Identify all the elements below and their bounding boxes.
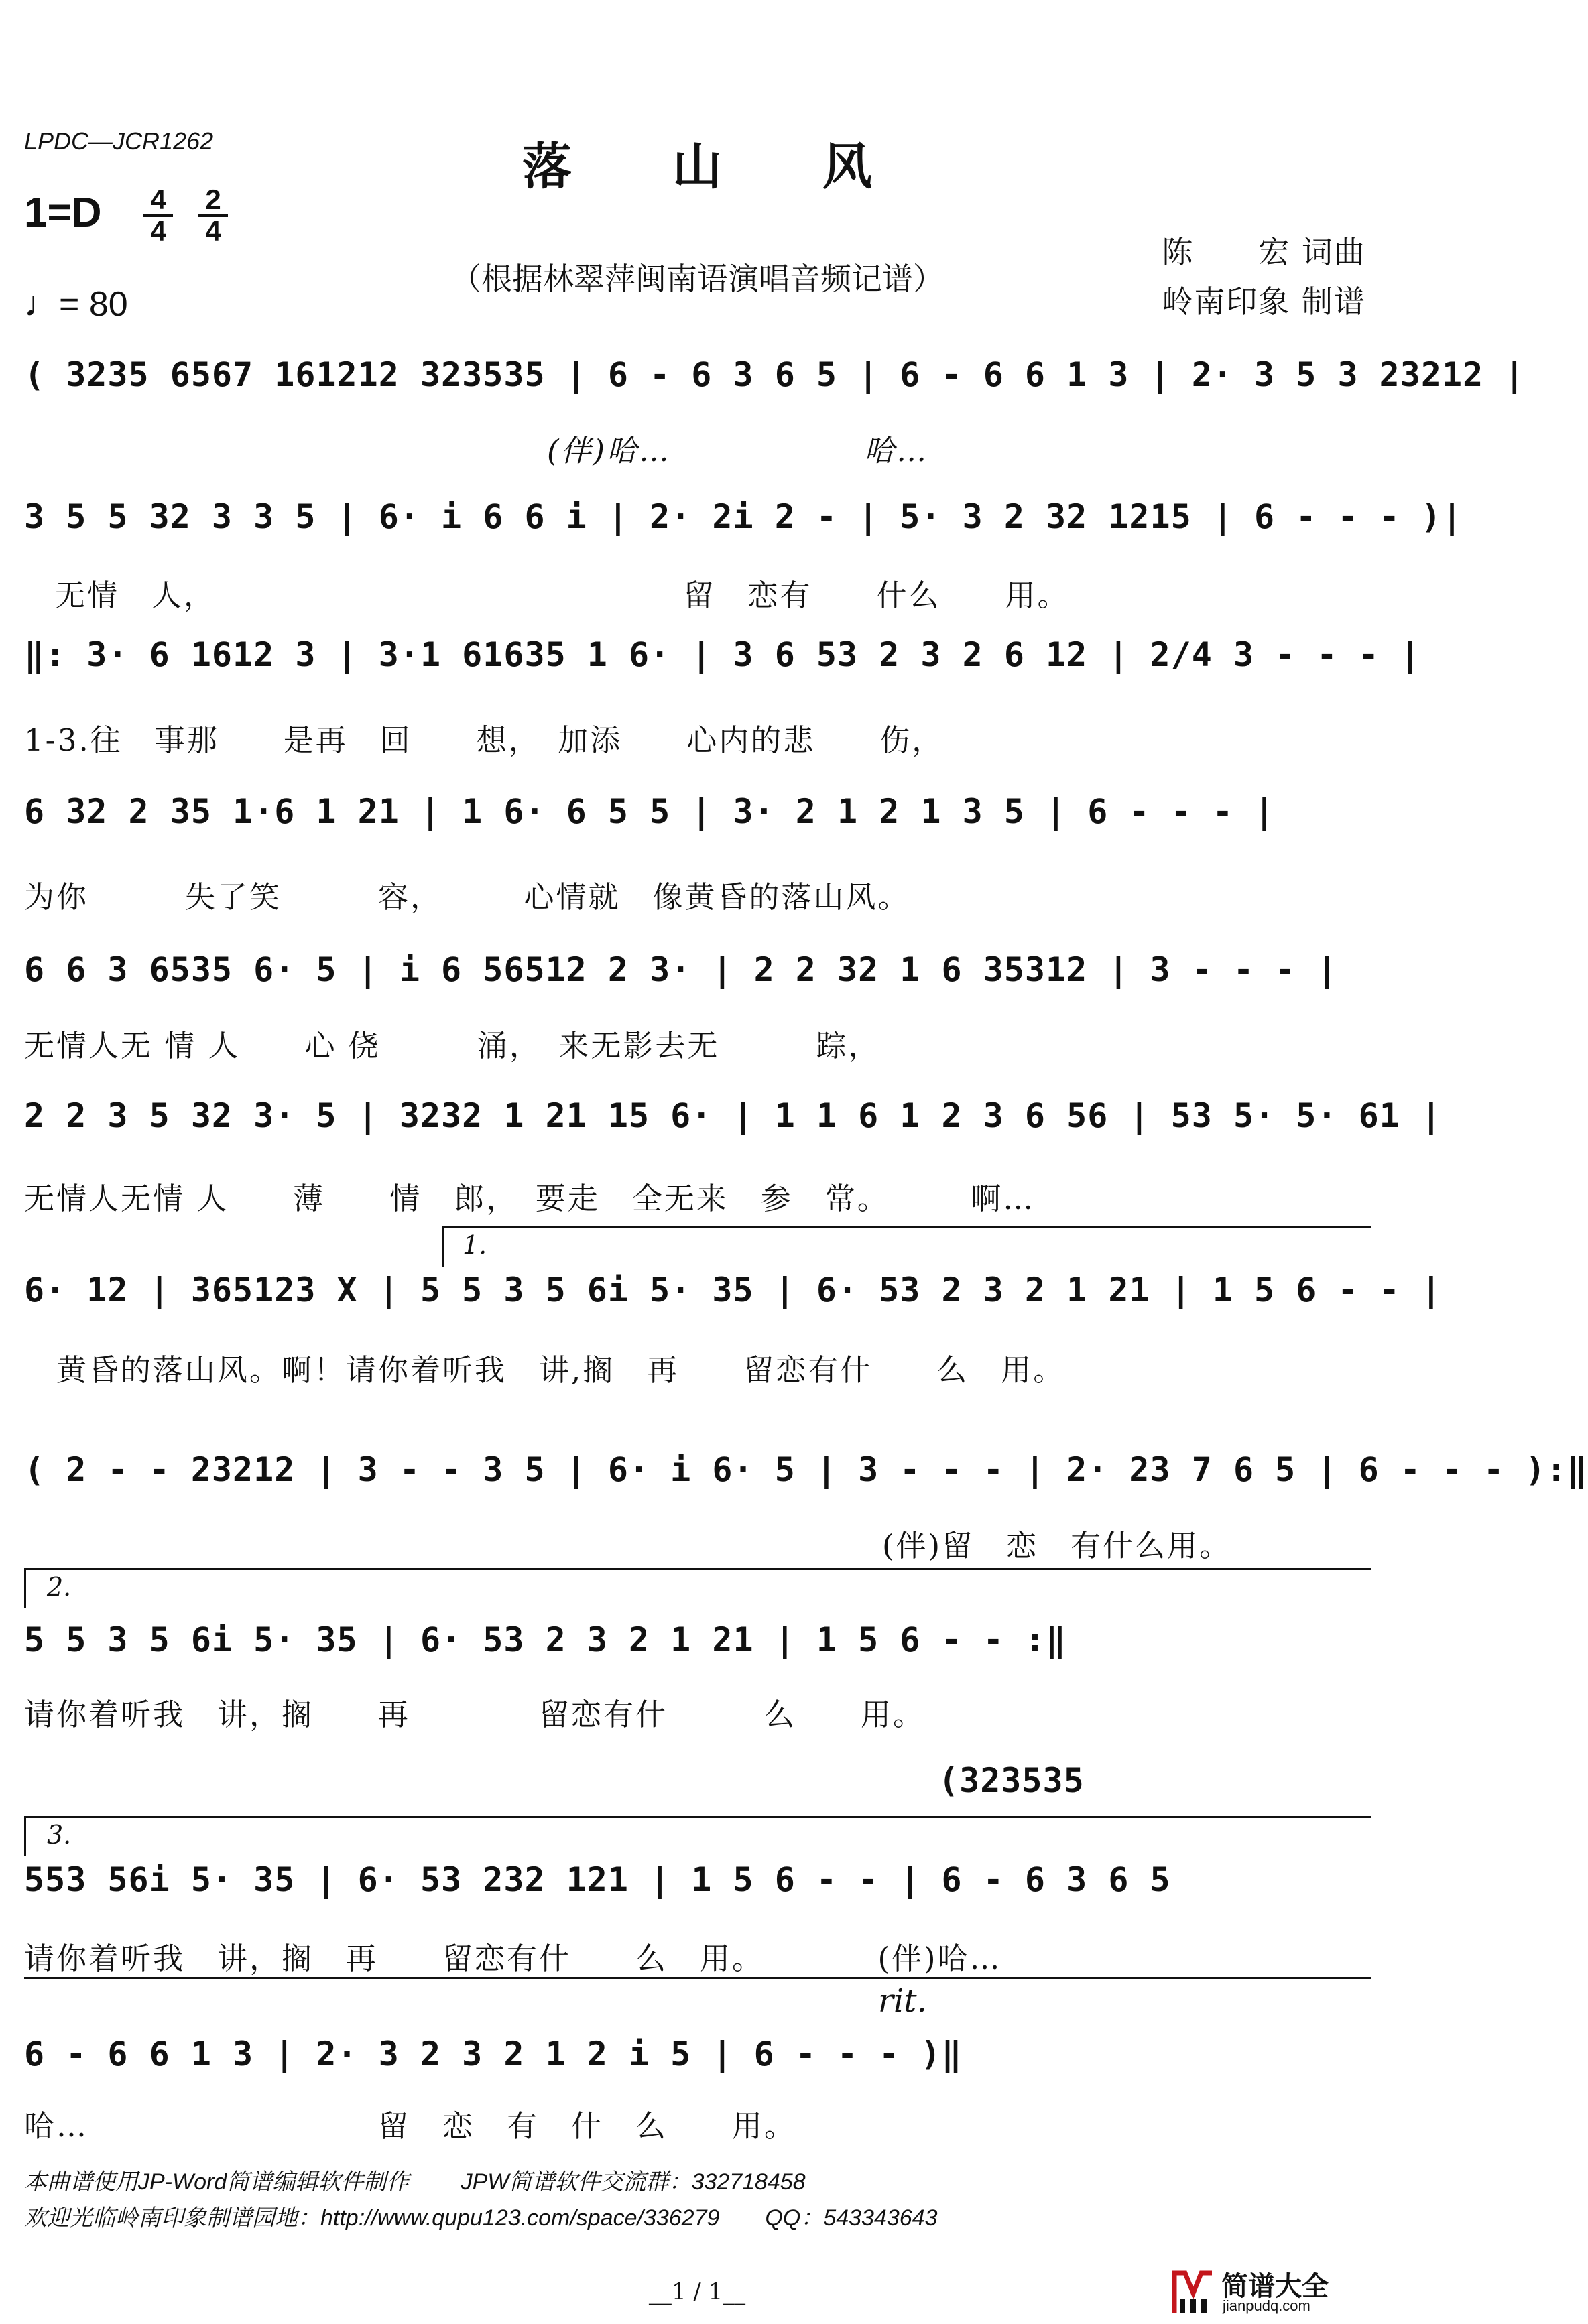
credit-arranger: 岭南印象 制谱 bbox=[1162, 283, 1366, 320]
lyrics-line-10: 请你着听我 讲，搁 再 留恋有什 么 用。 (伴)哈… bbox=[24, 1941, 1002, 1976]
notation-line-10: 553 56i 5· 35 | 6· 53 232 121 | 1 5 6 - - | 6 - 6 3 6 5 bbox=[24, 1860, 1171, 1899]
notation-line-1: ( 3235 6567 161212 323535 | 6 - 6 3 6 5 | 6 - 6 6 1 3 | 2· 3 5 3 23212 | bbox=[24, 355, 1526, 394]
time-signature-4-4: 4 4 bbox=[143, 186, 173, 245]
footer-welcome: 欢迎光临岭南印象制谱园地：http://www.qupu123.com/space/336279 QQ：543343643 bbox=[24, 2205, 938, 2231]
lyrics-line-1: (伴)哈… 哈… bbox=[547, 433, 929, 468]
volta-2-label: 2. bbox=[47, 1572, 72, 1602]
notation-line-9: 5 5 3 5 6i 5· 35 | 6· 53 2 3 2 1 21 | 1 5 6 - - :‖ bbox=[24, 1620, 1067, 1659]
notation-line-6: 2 2 3 5 32 3· 5 | 3232 1 21 15 6· | 1 1 6 1 2 3 6 56 | 53 5· 5· 61 | bbox=[24, 1096, 1442, 1135]
lyrics-line-8: (伴)留 恋 有什么用。 bbox=[882, 1528, 1232, 1563]
logo-url: jianpudq.com bbox=[1223, 2297, 1310, 2314]
catalog-code: LPDC—JCR1262 bbox=[24, 127, 214, 155]
notation-line-11: 6 - 6 6 1 3 | 2· 3 2 3 2 1 2 i 5 | 6 - - - )‖ bbox=[24, 2035, 963, 2073]
volta-3-label: 3. bbox=[47, 1820, 72, 1850]
lyrics-line-3: 1-3.往 事那 是再 回 想， 加添 心内的悲 伤， bbox=[24, 722, 944, 758]
volta-bracket-2-edge bbox=[24, 1568, 26, 1608]
lyrics-line-5: 无情人无 情 人 心 侥 涌， 来无影去无 踪， bbox=[24, 1028, 881, 1063]
page-title: 落山风 bbox=[522, 138, 973, 196]
lyrics-line-11: 哈… 留 恋 有 什 么 用。 bbox=[24, 2108, 797, 2144]
volta-bracket-3 bbox=[24, 1816, 1371, 1818]
lyrics-line-7: 黄昏的落山风。啊！请你着听我 讲,搁 再 留恋有什 么 用。 bbox=[24, 1352, 1066, 1388]
volta-bracket-1 bbox=[442, 1226, 1371, 1228]
page-number: __1 / 1__ bbox=[648, 2278, 746, 2305]
notation-line-7: 6· 12 | 365123 X | 5 5 3 5 6i 5· 35 | 6· 53 2 3 2 1 21 | 1 5 6 - - | bbox=[24, 1271, 1442, 1309]
ritardando-mark: rit. bbox=[878, 1982, 927, 2020]
notation-line-2: 3 5 5 32 3 3 5 | 6· i 6 6 i | 2· 2i 2 - | 5· 3 2 32 1215 | 6 - - - )| bbox=[24, 497, 1463, 536]
credit-lyrics-music: 陈 宏 词曲 bbox=[1162, 234, 1366, 270]
volta-bracket-1-edge bbox=[442, 1226, 444, 1267]
volta-bracket-2 bbox=[24, 1568, 1371, 1570]
ending-bracket bbox=[24, 1977, 1371, 1979]
volta-bracket-3-edge bbox=[24, 1816, 26, 1856]
notation-line-3: ‖: 3· 6 1612 3 | 3·1 61635 1 6· | 3 6 53 2 3 2 6 12 | 2/4 3 - - - | bbox=[24, 635, 1421, 674]
volta-1-label: 1. bbox=[463, 1230, 487, 1260]
key-signature: 1=D bbox=[24, 190, 102, 236]
notation-line-4: 6 32 2 35 1·6 1 21 | 1 6· 6 5 5 | 3· 2 1 2 1 3 5 | 6 - - - | bbox=[24, 792, 1276, 831]
site-logo[interactable] bbox=[1170, 2265, 1371, 2319]
lyrics-line-9: 请你着听我 讲，搁 再 留恋有什 么 用。 bbox=[24, 1697, 926, 1732]
lyrics-line-6: 无情人无情 人 薄 情 郎， 要走 全无来 参 常。 啊… bbox=[24, 1181, 1036, 1216]
time-signature-2-4: 2 4 bbox=[198, 186, 228, 245]
piano-logo-icon bbox=[1170, 2266, 1217, 2317]
notation-line-5: 6 6 3 6535 6· 5 | i 6 56512 2 3· | 2 2 32 1 6 35312 | 3 - - - | bbox=[24, 950, 1338, 989]
logo-name: 简谱大全 bbox=[1221, 2271, 1329, 2302]
footer-software: 本曲谱使用JP-Word简谱编辑软件制作 JPW简谱软件交流群：332718458 bbox=[24, 2169, 806, 2195]
notation-line-8: ( 2 - - 23212 | 3 - - 3 5 | 6· i 6· 5 | 3 - - - | 2· 23 7 6 5 | 6 - - - ):‖ bbox=[24, 1450, 1588, 1489]
tempo-mark: ♩= 80 bbox=[24, 285, 128, 324]
lyrics-line-2: 无情 人， 留 恋有 什么 用。 bbox=[55, 578, 1070, 613]
subtitle: （根据林翠萍闽南语演唱音频记谱） bbox=[450, 261, 944, 297]
lyrics-line-4: 为你 失了笑 容， 心情就 像黄昏的落山风。 bbox=[24, 879, 910, 915]
pickup-notes: (323535 bbox=[938, 1761, 1085, 1800]
